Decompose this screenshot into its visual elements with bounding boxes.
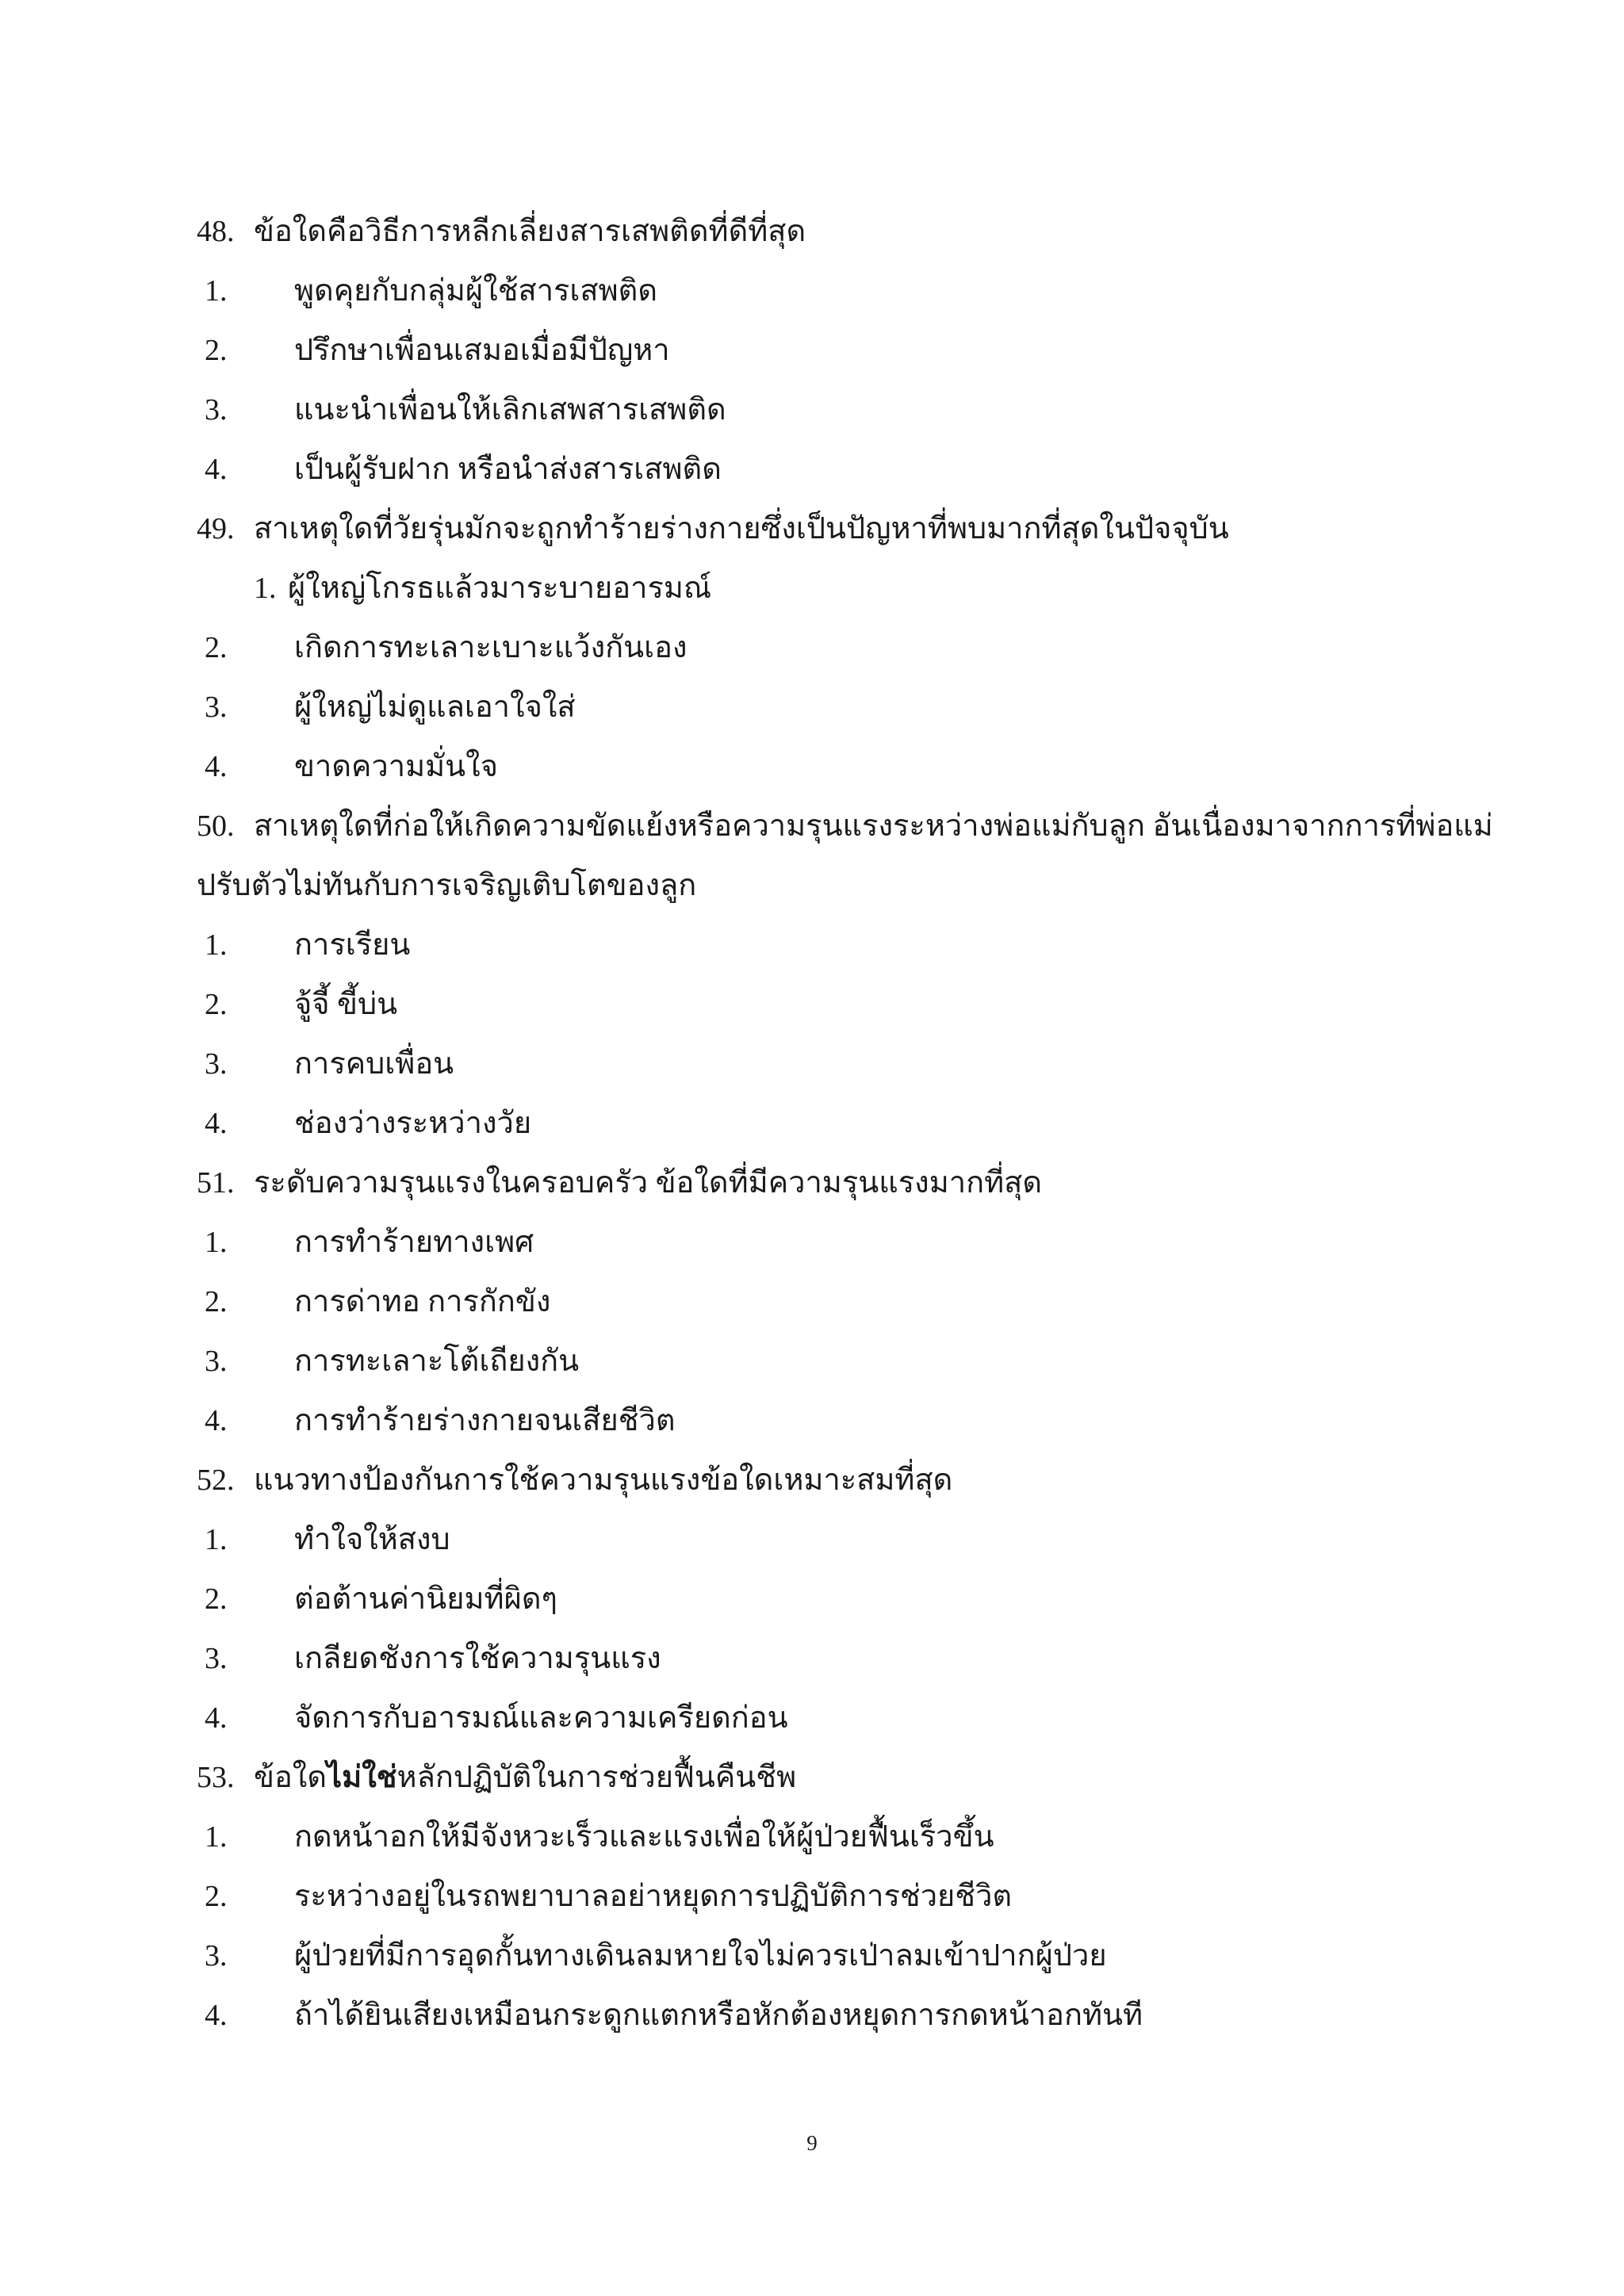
option-number: 2. — [205, 1582, 228, 1616]
option-number: 3. — [205, 1047, 228, 1081]
option-number: 2. — [205, 988, 228, 1021]
option-53-4 — [197, 1986, 1434, 2045]
option-number: 2. — [205, 1880, 228, 1913]
question-49 — [197, 499, 1434, 559]
page-number: 9 — [806, 2131, 818, 2155]
option-52-4 — [197, 1689, 1434, 1748]
option-number: 3. — [205, 691, 228, 724]
question-number: 50. — [197, 809, 235, 843]
option-number: 4. — [205, 453, 228, 486]
option-53-1 — [197, 1808, 1434, 1867]
option-48-1 — [197, 262, 1434, 321]
question-text: แนวทางป้องกันการใช้ความรุนแรงข้อใดเหมาะสมที่สุด — [254, 1464, 953, 1497]
option-number: 3. — [205, 1345, 228, 1378]
question-list — [197, 202, 1493, 2045]
option-52-2 — [197, 1570, 1434, 1629]
option-number: 3. — [205, 1939, 228, 1973]
option-49-1 — [197, 559, 1434, 618]
option-number: 1. — [205, 928, 228, 962]
option-48-4 — [197, 440, 1434, 499]
question-number: 53. — [197, 1761, 235, 1794]
option-number: 1. — [205, 1226, 228, 1259]
option-text: จู้จี้ ขี้บ่น — [294, 988, 398, 1021]
option-50-4 — [197, 1094, 1434, 1154]
option-text: ผู้ใหญ่โกรธแล้วมาระบายอารมณ์ — [288, 572, 712, 605]
option-50-2 — [197, 975, 1434, 1035]
question-number: 51. — [197, 1166, 235, 1200]
option-number: 4. — [205, 1999, 228, 2032]
option-number: 1. — [205, 1820, 228, 1854]
question-number: 48. — [197, 215, 235, 248]
option-text: การด่าทอ การกักขัง — [294, 1285, 551, 1318]
option-number: 2. — [205, 1285, 228, 1318]
option-text: ต่อต้านค่านิยมที่ผิดๆ — [294, 1582, 557, 1616]
question-number: 52. — [197, 1464, 235, 1497]
option-number: 1. — [205, 1523, 228, 1556]
option-text: การทำร้ายทางเพศ — [294, 1226, 534, 1259]
option-number: 4. — [205, 750, 228, 783]
option-text: เกลียดชังการใช้ความรุนแรง — [294, 1642, 661, 1675]
question-text-pre: ข้อใด — [254, 1761, 327, 1794]
option-text: กดหน้าอกให้มีจังหวะเร็วและแรงเพื่อให้ผู้ป่วยฟื้นเร็วขึ้น — [294, 1820, 994, 1854]
option-50-3 — [197, 1035, 1434, 1094]
option-text: ปรึกษาเพื่อนเสมอเมื่อมีปัญหา — [294, 334, 670, 367]
question-number: 49. — [197, 512, 235, 545]
option-text: ถ้าได้ยินเสียงเหมือนกระดูกแตกหรือหักต้องหยุดการกดหน้าอกทันที — [294, 1999, 1143, 2032]
question-text: ข้อใดคือวิธีการหลีกเลี่ยงสารเสพติดที่ดีที่สุด — [254, 215, 806, 248]
option-50-1 — [197, 916, 1434, 975]
option-number: 1. — [205, 274, 228, 308]
question-53 — [197, 1748, 1434, 1808]
option-53-2 — [197, 1867, 1434, 1927]
question-48 — [197, 202, 1434, 262]
option-number: 1. — [254, 572, 277, 605]
option-text: เกิดการทะเลาะเบาะแว้งกันเอง — [294, 631, 688, 664]
option-text: พูดคุยกับกลุ่มผู้ใช้สารเสพติด — [294, 274, 658, 308]
option-49-4 — [197, 737, 1434, 797]
question-text — [254, 1761, 796, 1794]
option-52-3 — [197, 1629, 1434, 1689]
question-text-continuation: ปรับตัวไม่ทันกับการเจริญเติบโตของลูก — [197, 869, 697, 902]
option-text: การทำร้ายร่างกายจนเสียชีวิต — [294, 1404, 676, 1437]
option-text: จัดการกับอารมณ์และความเครียดก่อน — [294, 1701, 788, 1735]
question-50 — [197, 797, 1493, 856]
option-number: 4. — [205, 1701, 228, 1735]
option-text: ผู้ใหญ่ไม่ดูแลเอาใจใส่ — [294, 691, 576, 724]
option-text: การเรียน — [294, 928, 411, 962]
option-number: 4. — [205, 1107, 228, 1140]
option-49-3 — [197, 678, 1434, 737]
option-51-1 — [197, 1213, 1434, 1272]
option-number: 3. — [205, 393, 228, 427]
option-text: การคบเพื่อน — [294, 1047, 454, 1081]
question-50-continuation — [197, 856, 1434, 916]
option-text: เป็นผู้รับฝาก หรือนำส่งสารเสพติด — [294, 453, 722, 486]
option-text: ช่องว่างระหว่างวัย — [294, 1107, 532, 1140]
option-51-3 — [197, 1332, 1434, 1391]
option-number: 3. — [205, 1642, 228, 1675]
option-48-2 — [197, 321, 1434, 381]
option-text: การทะเลาะโต้เถียงกัน — [294, 1345, 580, 1378]
question-52 — [197, 1451, 1434, 1510]
option-text: แนะนำเพื่อนให้เลิกเสพสารเสพติด — [294, 393, 726, 427]
option-text: ระหว่างอยู่ในรถพยาบาลอย่าหยุดการปฏิบัติการช่วยชีวิต — [294, 1880, 1013, 1913]
option-49-2 — [197, 618, 1434, 678]
question-text-emphasis: ไม่ใช่ — [327, 1761, 397, 1794]
option-text: ขาดความมั่นใจ — [294, 750, 498, 783]
question-51 — [197, 1154, 1434, 1213]
option-48-3 — [197, 381, 1434, 440]
question-text-post: หลักปฏิบัติในการช่วยฟื้นคืนชีพ — [396, 1761, 797, 1794]
option-number: 2. — [205, 334, 228, 367]
option-53-3 — [197, 1927, 1434, 1986]
option-51-2 — [197, 1272, 1434, 1332]
question-text: ระดับความรุนแรงในครอบครัว ข้อใดที่มีความรุนแรงมากที่สุด — [254, 1166, 1043, 1200]
option-number: 2. — [205, 631, 228, 664]
option-text: ผู้ป่วยที่มีการอุดกั้นทางเดินลมหายใจไม่ควรเป่าลมเข้าปากผู้ป่วย — [294, 1939, 1107, 1973]
question-text: สาเหตุใดที่วัยรุ่นมักจะถูกทำร้ายร่างกายซึ่งเป็นปัญหาที่พบมากที่สุดในปัจจุบัน — [254, 512, 1229, 545]
option-number: 4. — [205, 1404, 228, 1437]
option-52-1 — [197, 1510, 1434, 1570]
question-text: สาเหตุใดที่ก่อให้เกิดความขัดแย้งหรือความรุนแรงระหว่างพ่อแม่กับลูก อันเนื่องมาจากการที่พ่อแม่ — [254, 809, 1493, 843]
option-51-4 — [197, 1391, 1434, 1451]
option-text: ทำใจให้สงบ — [294, 1523, 450, 1556]
